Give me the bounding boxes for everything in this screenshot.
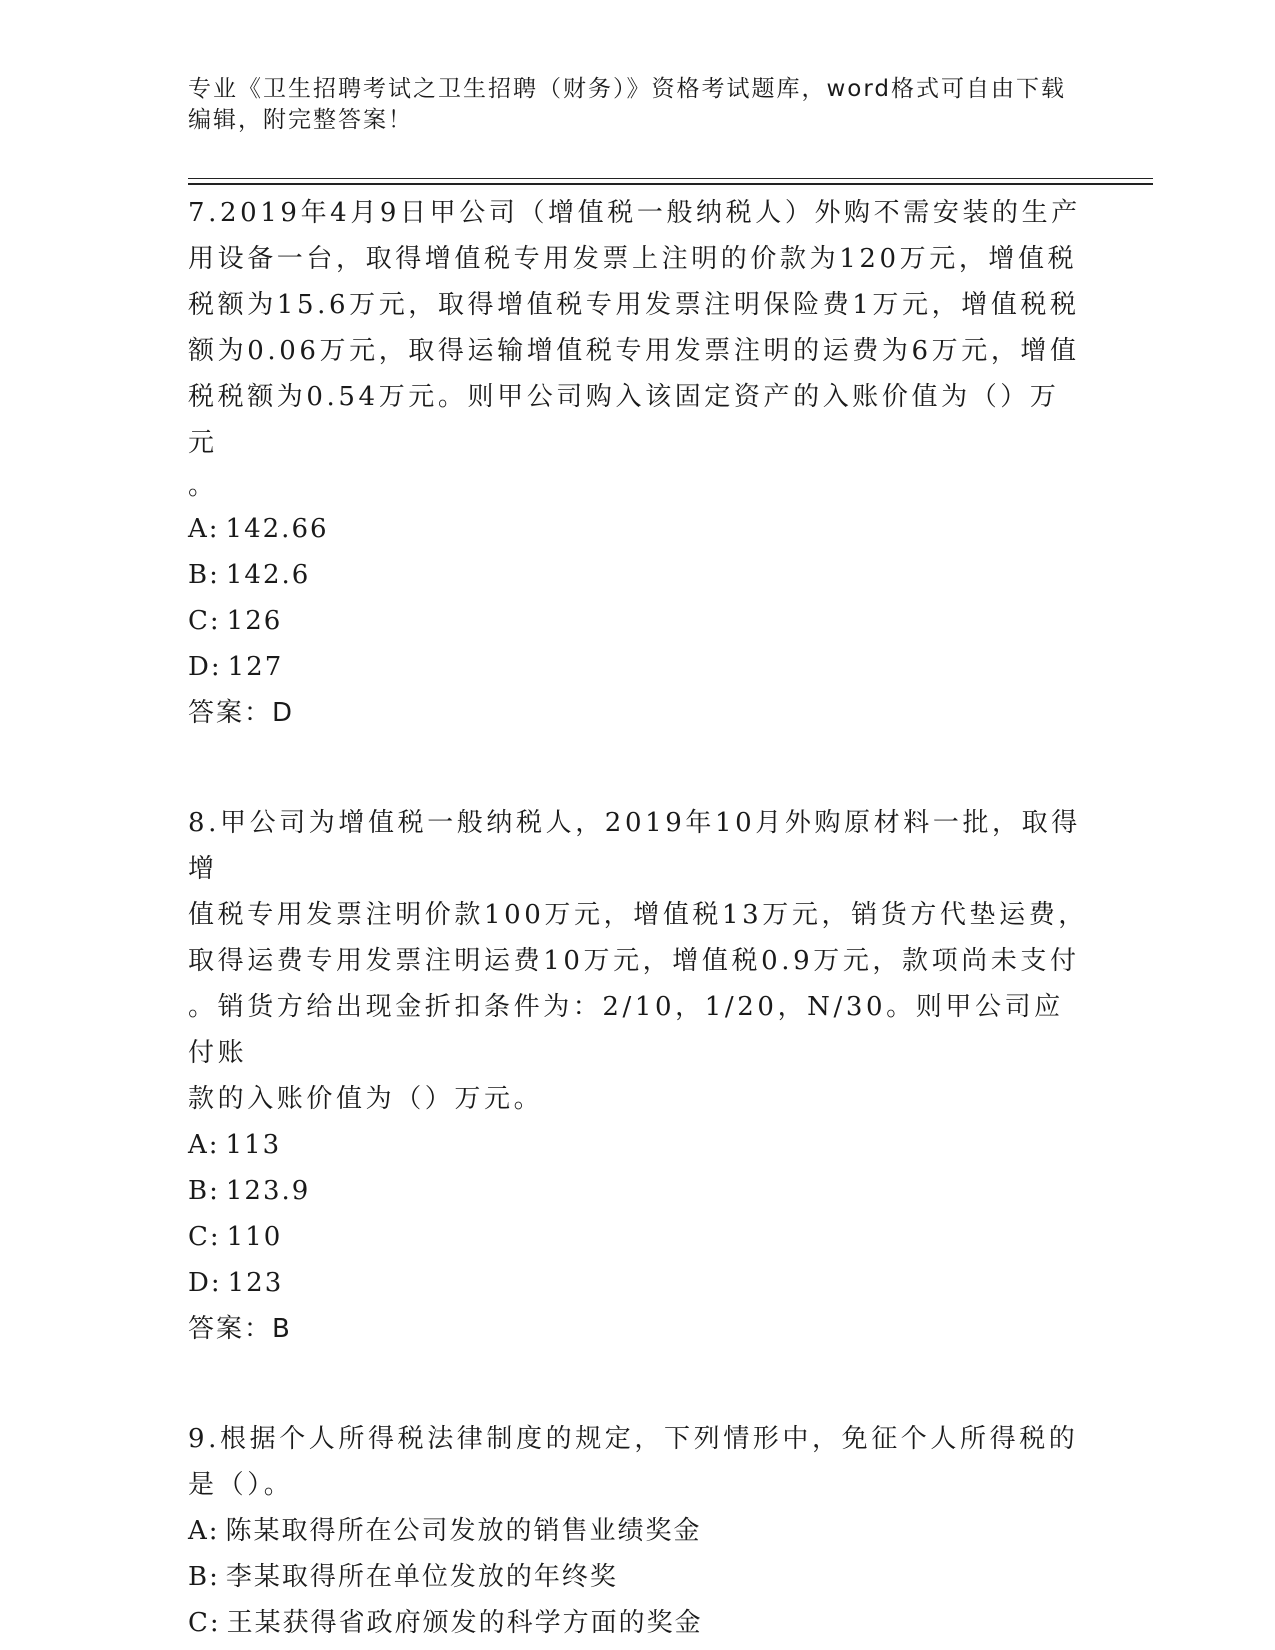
option-a <box>188 1508 1088 1554</box>
option-b <box>188 1554 1088 1600</box>
option-separator: : <box>209 560 220 590</box>
option-letter: B <box>188 1176 210 1206</box>
option-separator: : <box>209 1222 221 1252</box>
option-b <box>188 552 1088 598</box>
option-text: 110 <box>226 1222 283 1252</box>
option-separator: : <box>209 1176 220 1206</box>
option-text: 123.9 <box>225 1176 311 1206</box>
option-text: 142.66 <box>225 514 329 544</box>
question-spacer <box>188 736 1088 800</box>
question-9 <box>188 1416 1088 1646</box>
option-letter: C <box>188 1222 210 1252</box>
question-text-line: 。销货方给出现金折扣条件为：2/10，1/20，N/30。则甲公司应付账 <box>188 992 1064 1068</box>
option-list <box>188 1122 1088 1306</box>
question-text-line: 税税额为0.54万元。则甲公司购入该固定资产的入账价值为（）万元 <box>188 382 1060 458</box>
header-line-2: 编辑，附完整答案！ <box>188 107 413 133</box>
option-text: 123 <box>227 1268 284 1298</box>
option-list <box>188 1508 1088 1646</box>
question-text-line: 9.根据个人所得税法律制度的规定，下列情形中，免征个人所得税的 <box>188 1424 1079 1454</box>
question-text-line: 7.2019年4月9日甲公司（增值税一般纳税人）外购不需安装的生产 <box>188 198 1081 228</box>
question-text-line: 是（）。 <box>188 1470 294 1500</box>
option-separator: : <box>208 1130 220 1160</box>
question-text-line: 税额为15.6万元，取得增值税专用发票注明保险费1万元，增值税税 <box>188 290 1080 320</box>
option-separator: : <box>208 514 220 544</box>
question-list <box>188 190 1088 1646</box>
option-text: 142.6 <box>225 560 311 590</box>
question-text-tail: 。 <box>188 471 215 501</box>
question-text-line: 款的入账价值为（）万元。 <box>188 1084 544 1114</box>
option-letter: B <box>188 560 210 590</box>
option-text: 陈某取得所在公司发放的销售业绩奖金 <box>225 1516 702 1546</box>
question-text-line: 用设备一台，取得增值税专用发票上注明的价款为120万元，增值税 <box>188 244 1078 274</box>
option-d <box>188 644 1088 690</box>
option-separator: : <box>209 1608 221 1638</box>
option-c <box>188 1214 1088 1260</box>
option-separator: : <box>210 652 222 682</box>
option-list <box>188 506 1088 690</box>
option-separator: : <box>209 1562 220 1592</box>
question-text-line: 值税专用发票注明价款100万元，增值税13万元，销货方代垫运费， <box>188 900 1088 930</box>
option-letter: B <box>188 1562 210 1592</box>
option-separator: : <box>210 1268 222 1298</box>
option-text: 127 <box>227 652 284 682</box>
question-7 <box>188 190 1088 736</box>
option-separator: : <box>209 606 221 636</box>
option-c <box>188 598 1088 644</box>
option-c <box>188 1600 1088 1646</box>
question-text-line: 8.甲公司为增值税一般纳税人，2019年10月外购原材料一批，取得增 <box>188 808 1081 884</box>
option-text: 126 <box>226 606 283 636</box>
answer-label: 答案：D <box>188 698 295 728</box>
question-8 <box>188 800 1088 1352</box>
header-divider-thin <box>188 178 1153 179</box>
option-letter: C <box>188 1608 210 1638</box>
header-line-1: 专业《卫生招聘考试之卫生招聘（财务）》资格考试题库，word格式可自由下载 <box>188 76 1067 102</box>
option-letter: A <box>188 514 209 544</box>
question-text-line: 取得运费专用发票注明运费10万元，增值税0.9万元，款项尚未支付 <box>188 946 1080 976</box>
question-text-line: 额为0.06万元，取得运输增值税专用发票注明的运费为6万元，增值 <box>188 336 1080 366</box>
question-spacer <box>188 1352 1088 1416</box>
option-a <box>188 1122 1088 1168</box>
option-a <box>188 506 1088 552</box>
document-header <box>188 74 1088 136</box>
option-letter: D <box>188 652 211 682</box>
option-d <box>188 1260 1088 1306</box>
header-divider-thick <box>188 183 1153 185</box>
option-b <box>188 1168 1088 1214</box>
option-letter: A <box>188 1516 209 1546</box>
option-letter: C <box>188 606 210 636</box>
option-text: 李某取得所在单位发放的年终奖 <box>225 1562 618 1592</box>
answer-label: 答案：B <box>188 1314 292 1344</box>
option-separator: : <box>208 1516 220 1546</box>
option-letter: A <box>188 1130 209 1160</box>
option-text: 王某获得省政府颁发的科学方面的奖金 <box>226 1608 703 1638</box>
option-letter: D <box>188 1268 211 1298</box>
option-text: 113 <box>225 1130 282 1160</box>
